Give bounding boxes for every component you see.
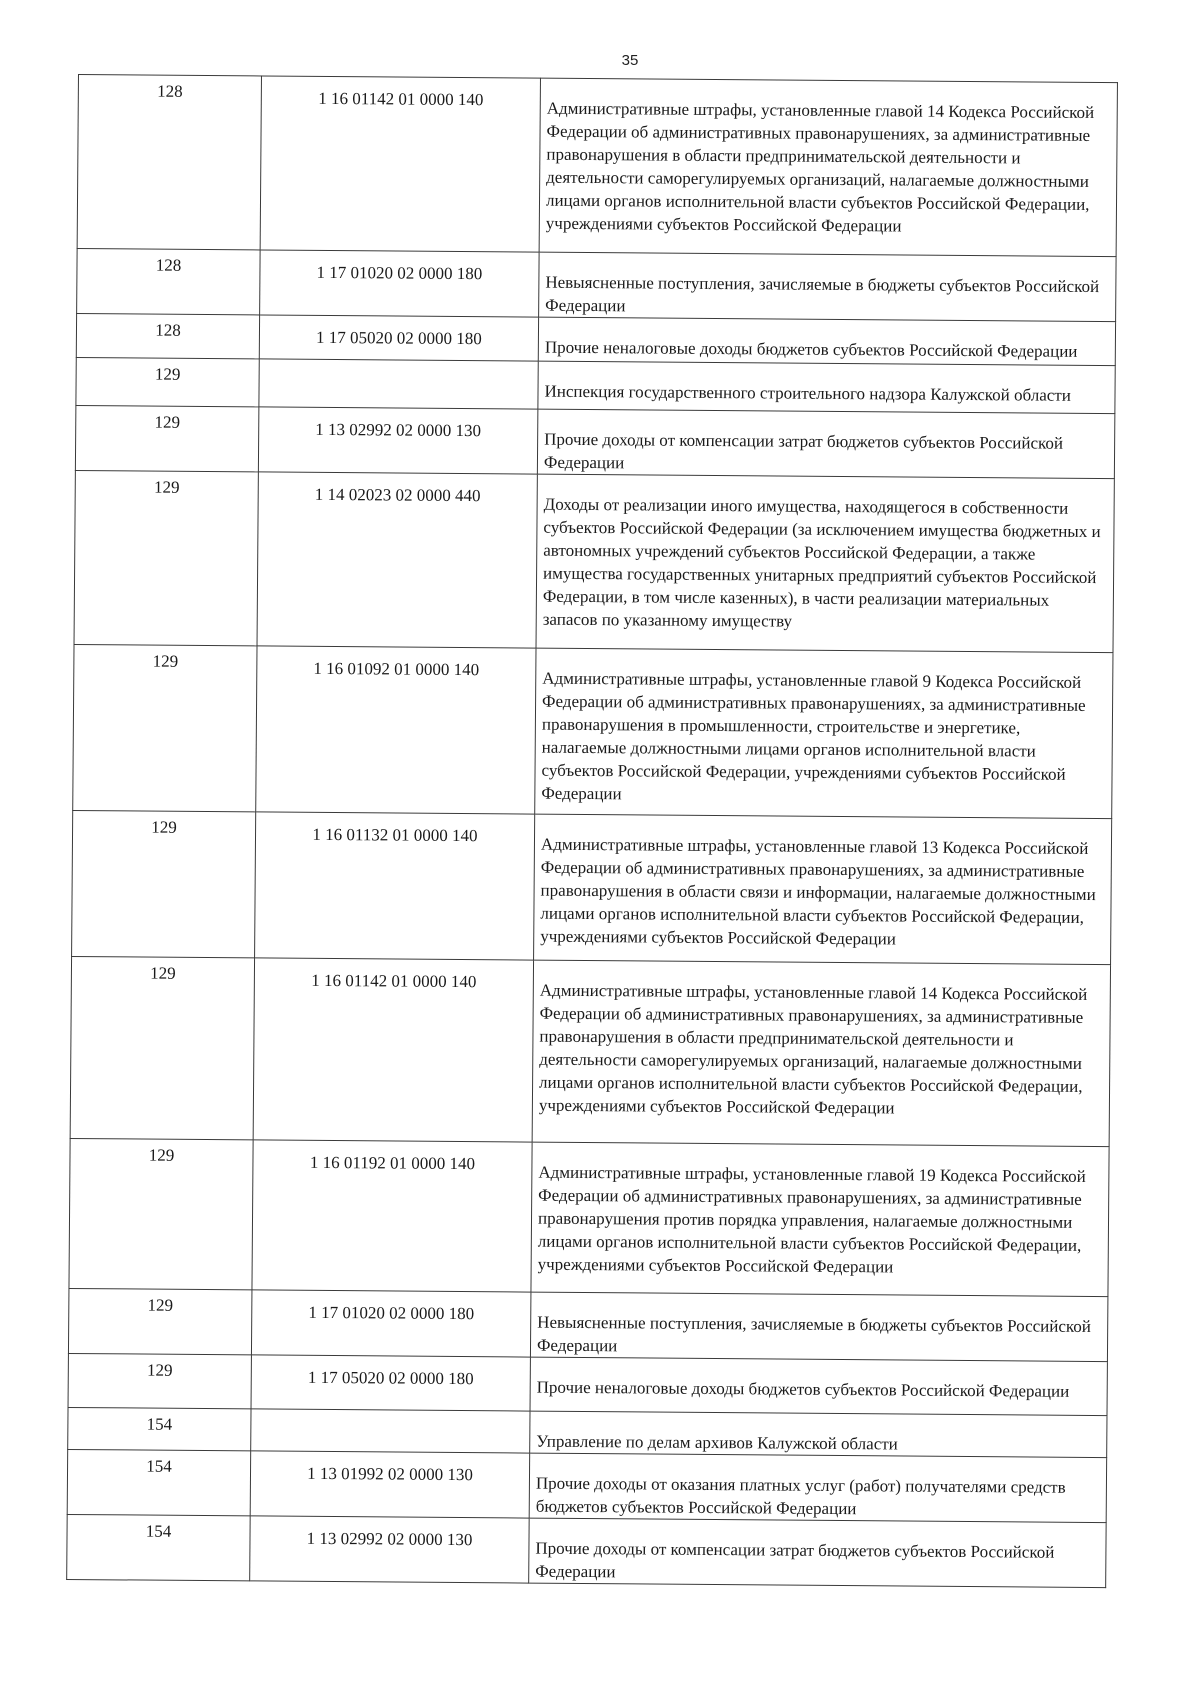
revenue-name: Невыясненные поступления, зачисляемые в бюджеты субъектов Российской Федерации: [545, 272, 1100, 316]
revenue-name: Административные штрафы, установленные главой 14 Кодекса Российской Федерации об административных правонарушениях, за административные правонарушения в области предпринимательской деятельности и деятельности саморегулируемых организаций, налагаемые должностными лицами органов исполнительной власти субъектов Российской Федерации, учреждениями субъектов Российской Федерации: [538, 980, 1088, 1118]
table-row: [77, 248, 1116, 321]
revenue-name: Прочие доходы от компенсации затрат бюджетов субъектов Российской Федерации: [543, 429, 1064, 473]
revenue-name-cell: [530, 1292, 1107, 1362]
revenue-code: 1 13 02992 02 0000 130: [315, 419, 482, 441]
revenue-code: [260, 369, 538, 371]
table-row: [67, 1449, 1106, 1522]
table-row: [75, 405, 1114, 478]
revenue-code-cell: [259, 359, 538, 409]
revenue-name: Управление по делам архивов Калужской области: [536, 1431, 898, 1454]
revenue-code-cell: [251, 1355, 530, 1411]
revenue-name-cell: [539, 252, 1116, 322]
table-body: [67, 75, 1118, 1588]
revenue-code: 1 17 05020 02 0000 180: [307, 1367, 474, 1389]
admin-code: 129: [146, 1360, 173, 1380]
revenue-name-cell: [539, 78, 1117, 257]
admin-code: 129: [153, 477, 180, 497]
table-row: [77, 75, 1117, 257]
revenue-name: Прочие неналоговые доходы бюджетов субъектов Российской Федерации: [536, 1377, 1070, 1401]
admin-code-cell: [72, 810, 256, 957]
admin-code: 129: [154, 412, 181, 432]
revenue-name: Административные штрафы, установленные главой 19 Кодекса Российской Федерации об административных правонарушениях, за административные правонарушения против порядка управления, налагаемые должностными лицами органов исполнительной власти субъектов Российской Федерации, учреждениями субъектов Российской Федерации: [537, 1162, 1086, 1277]
admin-code-cell: [76, 357, 259, 406]
revenue-code: 1 17 01020 02 0000 180: [308, 1302, 475, 1324]
admin-code: 154: [145, 1521, 172, 1541]
revenue-name-cell: [530, 1411, 1107, 1458]
revenue-code: 1 16 01192 01 0000 140: [309, 1152, 476, 1174]
admin-code-cell: [77, 75, 261, 250]
revenue-name-cell: [529, 1518, 1106, 1588]
admin-code-cell: [75, 405, 259, 471]
admin-code-cell: [76, 313, 259, 358]
revenue-code-cell: [251, 1290, 531, 1357]
revenue-name: Прочие доходы от компенсации затрат бюджетов субъектов Российской Федерации: [535, 1538, 1055, 1582]
revenue-code-cell: [252, 1140, 532, 1292]
revenue-code-cell: [258, 407, 538, 474]
revenue-name: Прочие неналоговые доходы бюджетов субъектов Российской Федерации: [544, 337, 1078, 361]
revenue-codes-table: [66, 74, 1118, 1588]
revenue-code: 1 16 01142 01 0000 140: [318, 88, 484, 110]
admin-code-cell: [70, 956, 254, 1139]
admin-code-cell: [68, 1353, 251, 1408]
revenue-name-cell: [531, 1142, 1109, 1297]
revenue-code: 1 14 02023 02 0000 440: [314, 484, 481, 506]
revenue-name: Административные штрафы, установленные главой 9 Кодекса Российской Федерации об административных правонарушениях, за административные правонарушения в промышленности, строительстве и энергетике, налагаемые должностными лицами органов исполнительной власти субъектов Российской Федерации, учреждениями субъектов Российской Федерации: [541, 668, 1086, 804]
revenue-code-cell: [251, 1409, 530, 1453]
revenue-code: 1 17 05020 02 0000 180: [315, 327, 482, 349]
revenue-name-cell: [538, 361, 1115, 414]
admin-code: 154: [146, 1456, 172, 1476]
table-row: [73, 644, 1113, 818]
table-row: [74, 470, 1114, 652]
revenue-code: 1 16 01142 01 0000 140: [311, 970, 477, 992]
admin-code-cell: [68, 1407, 251, 1450]
admin-code-cell: [69, 1138, 253, 1289]
admin-code: 129: [150, 963, 176, 983]
revenue-name-cell: [534, 814, 1112, 965]
revenue-code-cell: [250, 1516, 530, 1583]
table-row: [68, 1353, 1107, 1415]
revenue-code: 1 16 01132 01 0000 140: [312, 824, 478, 846]
revenue-code-cell: [260, 250, 540, 317]
revenue-code-cell: [253, 958, 533, 1142]
admin-code: 129: [148, 1145, 175, 1165]
revenue-name-cell: [532, 960, 1110, 1147]
page-number: 35: [621, 52, 639, 69]
admin-code-cell: [74, 470, 258, 645]
revenue-name-cell: [538, 317, 1115, 366]
admin-code-cell: [77, 248, 261, 314]
table-row: [69, 1138, 1109, 1296]
revenue-name-cell: [530, 1357, 1107, 1416]
table-row: [70, 956, 1110, 1146]
admin-code: 128: [157, 81, 183, 101]
table-row: [68, 1288, 1107, 1361]
admin-code: 128: [155, 255, 182, 275]
admin-code-cell: [73, 644, 257, 811]
revenue-name: Административные штрафы, установленные главой 14 Кодекса Российской Федерации об административных правонарушениях, за административные правонарушения в области предпринимательской деятельности и деятельности саморегулируемых организаций, налагаемые должностными лицами органов исполнительной власти субъектов Российской Федерации, учреждениями субъектов Российской Федерации: [545, 98, 1095, 236]
revenue-name-cell: [537, 409, 1114, 479]
revenue-code-cell: [250, 1451, 530, 1518]
revenue-code-cell: [257, 472, 537, 648]
admin-code-cell: [67, 1514, 251, 1580]
admin-code: 129: [154, 364, 181, 384]
revenue-code: 1 17 01020 02 0000 180: [316, 262, 483, 284]
admin-code: 129: [147, 1295, 174, 1315]
admin-code: 128: [155, 320, 181, 340]
revenue-name: Инспекция государственного строительного надзора Калужской области: [544, 381, 1071, 405]
table-row: [76, 357, 1115, 413]
revenue-code-cell: [255, 812, 535, 960]
admin-code-cell: [67, 1449, 251, 1515]
revenue-code: 1 16 01092 01 0000 140: [313, 658, 480, 680]
revenue-name: Невыясненные поступления, зачисляемые в бюджеты субъектов Российской Федерации: [536, 1312, 1092, 1356]
table-row: [67, 1514, 1106, 1587]
revenue-name: Доходы от реализации иного имущества, находящегося в собственности субъектов Российской Федерации (за исключением имущества бюджетных и автономных учреждений субъектов Российской Федерации, а также имущества государственных унитарных предприятий субъектов Российской Федерации, в том числе казенных), в части реализации материальных запасов по указанному имуществу: [542, 494, 1101, 631]
revenue-code-cell: [256, 646, 536, 814]
revenue-name-cell: [529, 1453, 1106, 1523]
revenue-name-cell: [535, 648, 1113, 819]
revenue-code-cell: [259, 315, 538, 361]
revenue-name: Прочие доходы от оказания платных услуг (работ) получателями средств бюджетов субъектов Российской Федерации: [535, 1473, 1066, 1519]
admin-code: 154: [146, 1414, 173, 1434]
admin-code: 129: [152, 651, 179, 671]
revenue-code: [251, 1419, 529, 1421]
revenue-code: 1 13 02992 02 0000 130: [306, 1528, 473, 1550]
revenue-code: 1 13 01992 02 0000 130: [307, 1463, 473, 1485]
revenue-code-cell: [260, 76, 540, 252]
revenue-name-cell: [536, 474, 1114, 653]
admin-code: 129: [151, 817, 177, 837]
revenue-name: Административные штрафы, установленные главой 13 Кодекса Российской Федерации об административных правонарушениях, за административные правонарушения в области связи и информации, налагаемые должностными лицами органов исполнительной власти субъектов Российской Федерации, учреждениями субъектов Российской Федерации: [540, 834, 1096, 949]
admin-code-cell: [68, 1288, 252, 1354]
table-row: [72, 810, 1112, 964]
document-sheet: [66, 74, 1118, 1588]
